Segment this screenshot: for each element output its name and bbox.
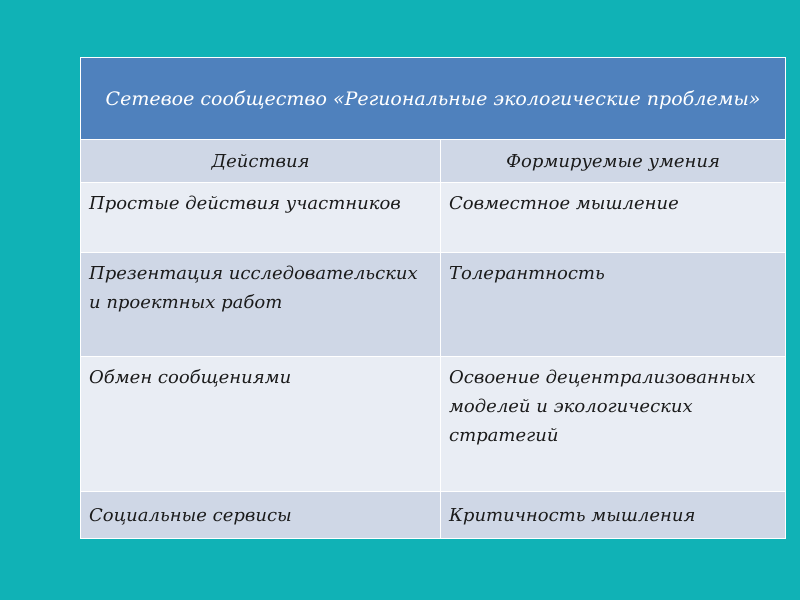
table-header-row [81,140,785,183]
table-row [81,253,785,357]
action-cell: Презентация исследовательских и проектных работ [81,253,441,356]
network-community-table [80,57,786,539]
action-cell: Обмен сообщениями [81,357,441,491]
skill-cell: Освоение децентрализованных моделей и экологических стратегий [449,367,756,446]
skill-cell: Толерантность [449,263,605,284]
action-cell: Простые действия участников [81,183,441,252]
skill-cell: Совместное мышление [449,193,679,214]
header-skills: Формируемые умения [506,150,720,172]
action-cell: Социальные сервисы [81,492,441,538]
skill-cell: Критичность мышления [449,504,696,526]
table-row [81,183,785,253]
table-row [81,492,785,538]
table-title-text: Сетевое сообщество «Региональные экологические проблемы» [105,87,761,110]
table-row [81,357,785,492]
table-title [81,58,785,140]
header-actions: Действия [81,140,441,182]
